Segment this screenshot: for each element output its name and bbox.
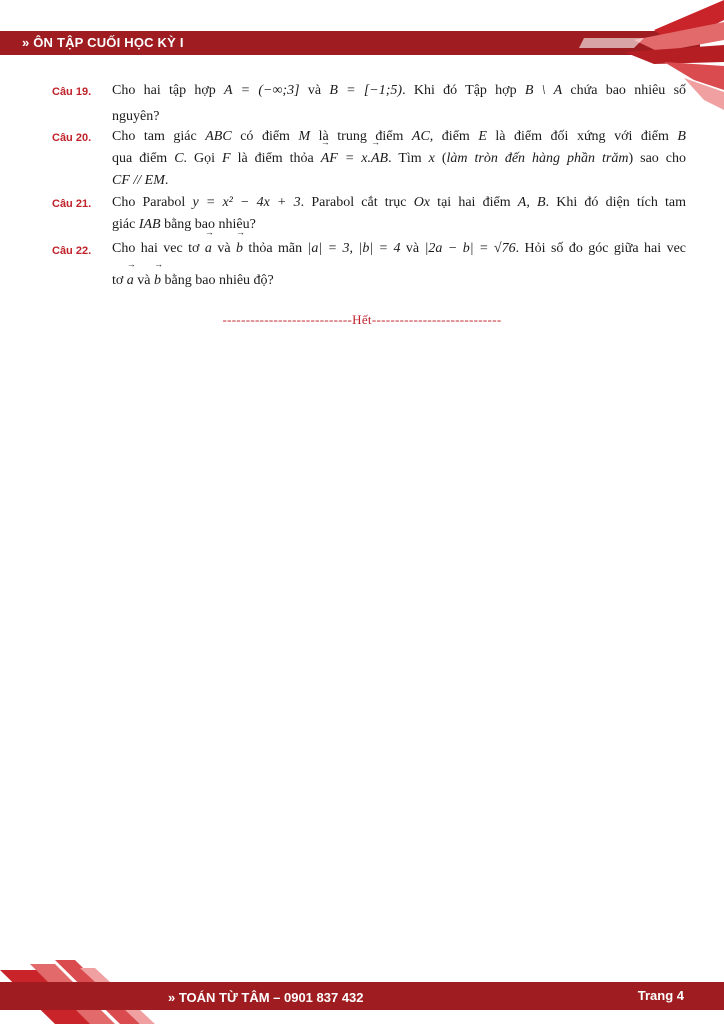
text-fragment: và — [133, 273, 155, 288]
text-fragment: x — [428, 151, 435, 166]
text-fragment: . Tìm — [388, 151, 429, 166]
question-label — [52, 193, 114, 215]
text-fragment: tại hai điểm — [430, 195, 518, 210]
header-title: » ÔN TẬP CUỐI HỌC KỲ I — [22, 35, 184, 50]
question-text-line — [112, 126, 686, 148]
text-fragment: F — [222, 151, 231, 166]
text-fragment: là điểm đối xứng với điểm — [486, 129, 678, 144]
text-fragment: ) sao cho — [628, 151, 686, 166]
text-fragment: Câu 20. — [52, 132, 92, 144]
vector-a: → a — [205, 238, 212, 260]
end-mark: ----------------------------Hết---------------------------- — [222, 312, 502, 327]
question-text-line — [112, 148, 686, 170]
vector-ab: → AB — [371, 148, 388, 170]
text-fragment: có điểm — [231, 129, 299, 144]
vector-b: → b — [236, 238, 243, 260]
text-fragment: . Parabol cắt trục — [300, 195, 414, 210]
text-fragment: B = [−1;5) — [329, 83, 403, 98]
text-fragment: B — [677, 129, 686, 144]
question-text-line — [112, 80, 686, 102]
vector-a: → a — [127, 270, 134, 292]
text-fragment: E — [478, 129, 487, 144]
footer-contact: » TOÁN TỪ TÂM – 0901 837 432 — [168, 990, 364, 1005]
text-fragment: Cho Parabol — [112, 195, 193, 210]
text-fragment: , — [349, 241, 359, 256]
text-fragment: Câu 19. — [52, 86, 92, 98]
text-fragment: |b| = 4 — [358, 241, 401, 256]
text-fragment: A = (−∞;3] — [224, 83, 300, 98]
text-fragment: qua điểm — [112, 151, 175, 166]
text-fragment: thỏa mãn — [243, 241, 308, 256]
text-fragment: CF // EM — [112, 173, 165, 188]
text-fragment: Cho hai tập hợp — [112, 83, 225, 98]
text-fragment: . Khi đó Tập hợp — [402, 83, 525, 98]
text-fragment: bằng bao nhiêu độ? — [161, 273, 274, 288]
text-fragment: là điểm thỏa — [230, 151, 321, 166]
text-fragment: Câu 22. — [52, 245, 92, 257]
text-fragment: là trung điểm — [310, 129, 412, 144]
text-fragment: Ox — [413, 195, 431, 210]
text-fragment: B \ A — [524, 83, 563, 98]
text-fragment: ABC — [205, 129, 232, 144]
question-text-line — [112, 170, 686, 192]
text-fragment: y = x² − 4x + 3 — [192, 195, 301, 210]
text-fragment: ( — [434, 151, 447, 166]
question-text-line — [112, 270, 686, 292]
question-text-line — [112, 238, 686, 260]
text-fragment: . Gọi — [183, 151, 223, 166]
text-fragment: chứa bao nhiêu số — [562, 83, 687, 98]
text-fragment: tơ — [112, 273, 127, 288]
question-label — [52, 240, 114, 262]
text-fragment: . — [164, 173, 169, 188]
text-fragment: và — [211, 241, 236, 256]
text-fragment: = x. — [337, 151, 371, 166]
text-fragment: Câu 21. — [52, 198, 92, 210]
page-number: Trang 4 — [637, 988, 684, 1003]
text-fragment: Cho tam giác — [112, 129, 206, 144]
question-label — [52, 127, 114, 149]
text-fragment: giác — [112, 217, 139, 232]
text-fragment: và — [299, 83, 330, 98]
question-label — [52, 81, 114, 103]
text-fragment: , điểm — [429, 129, 479, 144]
vector-b: → b — [154, 270, 161, 292]
text-fragment: Cho hai vec tơ — [112, 241, 205, 256]
text-fragment: . Khi đó diện tích tam — [545, 195, 687, 210]
text-fragment: AC — [411, 129, 430, 144]
question-text-line: nguyên? — [112, 109, 160, 124]
text-fragment: |2a − b| = √76 — [424, 241, 516, 256]
question-text-line — [112, 192, 686, 214]
question-text-line — [112, 214, 686, 236]
text-fragment: A, B — [517, 195, 546, 210]
text-fragment: |a| = 3 — [307, 241, 350, 256]
text-fragment: làm tròn đến hàng phần trăm — [446, 151, 629, 166]
text-fragment: . Hỏi số đo góc giữa hai vec — [515, 241, 687, 256]
vector-af: → AF — [321, 148, 338, 170]
text-fragment: và — [400, 241, 425, 256]
text-fragment: C — [174, 151, 184, 166]
text-fragment: bằng bao nhiêu? — [160, 217, 256, 232]
text-fragment: IAB — [138, 217, 161, 232]
text-fragment: M — [298, 129, 311, 144]
